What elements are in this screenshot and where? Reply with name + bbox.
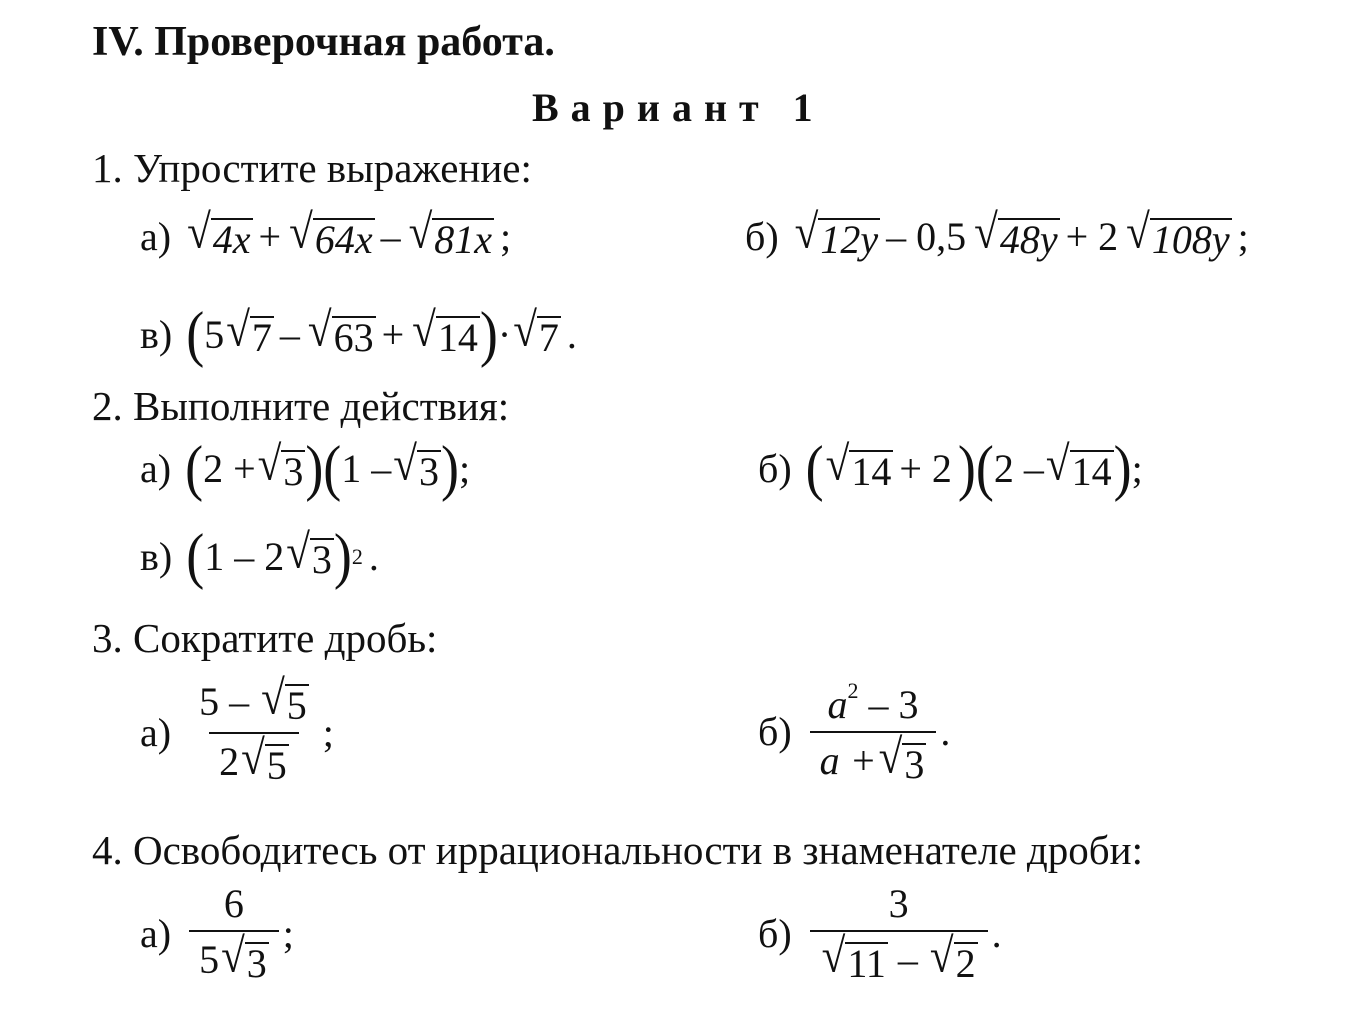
item-label: б)	[758, 911, 792, 956]
fraction: 6 5 √ 3	[189, 884, 279, 984]
task-4b: б) 3 √ 11 – √ 2 .	[758, 881, 1002, 986]
sqrt-expression: √ 14	[1045, 438, 1112, 494]
item-label: в)	[140, 534, 173, 579]
sqrt-expression: √ 12y	[794, 206, 879, 262]
task-4-title: 4. Освободитесь от иррациональности в знаменателе дроби:	[92, 827, 1143, 873]
sqrt-expression: √ 81x	[408, 206, 493, 262]
task-4a: а) 6 5 √ 3 ;	[140, 881, 294, 986]
sqrt-expression: √ 14	[412, 304, 478, 360]
sqrt-expression: √ 48y	[974, 206, 1058, 262]
task-2a: а) ( 2 + √ 3 )( 1 – √ 3 ) ;	[140, 433, 471, 503]
sqrt-expression: √ 3	[393, 438, 439, 494]
item-label: а)	[140, 214, 172, 259]
task-3-title: 3. Сократите дробь:	[92, 615, 438, 661]
worksheet-title: IV. Проверочная работа.	[92, 19, 555, 65]
fraction: 5 – √ 5 2 √ 5	[199, 672, 307, 788]
item-label: б)	[758, 446, 792, 491]
sqrt-expression: √ 108y	[1126, 206, 1230, 262]
fraction: 3 √ 11 – √ 2	[810, 884, 988, 984]
item-label: б)	[758, 709, 792, 755]
sqrt-expression: √ 64x	[289, 206, 373, 262]
exponent: 2	[351, 544, 363, 569]
item-label: а)	[140, 911, 172, 956]
task-1-title: 1. Упростите выражение:	[92, 145, 532, 191]
task-1b: б) √ 12y – 0,5 √ 48y + 2 √ 108y ;	[745, 206, 1249, 262]
task-3b: б) $a^2 - 3$ a + √ 3 .	[758, 678, 951, 787]
task-2b: б) ( √ 14 + 2 )( 2 – √ 14 ) ;	[758, 433, 1143, 503]
item-label: в)	[140, 312, 173, 357]
sqrt-expression: √ 3	[286, 526, 332, 582]
task-2c: в) ( 1 – 2 √ 3 ) 2 .	[140, 521, 379, 591]
item-label: а)	[140, 446, 172, 491]
task-2-title: 2. Выполните действия:	[92, 383, 510, 429]
item-label: а)	[140, 710, 172, 755]
sqrt-expression: √ 14	[825, 438, 892, 494]
task-1c: в) ( 5 √ 7 – √ 63 + √ 14 ) · √ 7 .	[140, 299, 577, 369]
sqrt-expression: √ 4x	[187, 206, 251, 262]
variant-title: Вариант 1	[532, 85, 825, 130]
sqrt-expression: √ 3	[257, 438, 304, 494]
sqrt-expression: √ 7	[513, 304, 559, 360]
fraction: $a^2 - 3$ a + √ 3	[810, 680, 937, 785]
task-1a: а) √ 4x + √ 64x – √ 81x ;	[140, 206, 512, 262]
task-3a: а) 5 – √ 5 2 √ 5 ;	[140, 672, 334, 788]
item-label: б)	[745, 214, 779, 259]
sqrt-expression: √ 7	[226, 304, 272, 360]
sqrt-expression: √ 63	[307, 304, 374, 360]
